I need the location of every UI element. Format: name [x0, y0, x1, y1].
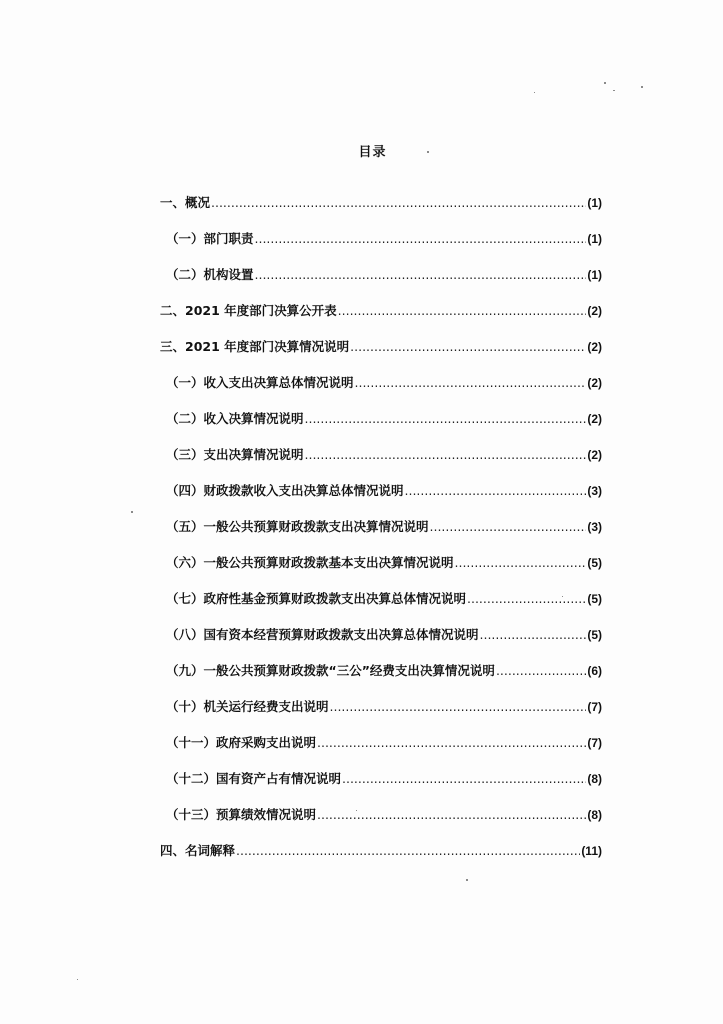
scan-speck	[613, 90, 615, 91]
toc-entry-page-number: (3)	[587, 484, 602, 498]
table-of-contents	[160, 193, 602, 877]
scan-speck	[604, 82, 606, 84]
toc-entry-label: （六）一般公共预算财政拨款基本支出决算情况说明	[166, 555, 454, 570]
toc-leader-dots	[255, 267, 587, 282]
toc-entry[interactable]	[160, 193, 602, 229]
toc-entry-label: 四、名词解释	[160, 843, 236, 858]
toc-entry-page-number: (3)	[587, 520, 602, 534]
toc-leader-dots	[305, 411, 587, 426]
toc-entry-page-number: (8)	[587, 808, 602, 822]
toc-entry-label: （八）国有资本经营预算财政拨款支出决算总体情况说明	[166, 627, 479, 642]
toc-entry[interactable]	[160, 229, 602, 265]
toc-entry[interactable]	[160, 409, 602, 445]
toc-entry-page-number: (1)	[587, 268, 602, 282]
toc-entry-label: （十二）国有资产占有情况说明	[166, 771, 342, 786]
toc-leader-dots	[350, 339, 586, 354]
scan-speck	[466, 879, 468, 881]
toc-entry-label: 三、2021 年度部门决算情况说明	[160, 339, 350, 354]
toc-entry[interactable]	[160, 481, 602, 517]
toc-entry-page-number: (2)	[587, 304, 602, 318]
scan-speck	[562, 596, 563, 597]
toc-entry-page-number: (5)	[587, 556, 602, 570]
toc-entry-page-number: (5)	[587, 592, 602, 606]
scan-speck	[641, 86, 643, 88]
toc-entry-label: （三）支出决算情况说明	[166, 447, 304, 462]
toc-entry-page-number: (11)	[581, 844, 602, 858]
toc-entry-label: （五）一般公共预算财政拨款支出决算情况说明	[166, 519, 429, 534]
scan-speck	[356, 810, 357, 811]
toc-entry-page-number: (5)	[587, 628, 602, 642]
toc-entry-label: （九）一般公共预算财政拨款“三公”经费支出决算情况说明	[166, 663, 495, 678]
toc-leader-dots	[317, 735, 586, 750]
toc-entry-label: （十三）预算绩效情况说明	[166, 807, 317, 822]
toc-entry[interactable]	[160, 625, 602, 661]
toc-entry-page-number: (2)	[587, 340, 602, 354]
toc-leader-dots	[338, 303, 587, 318]
toc-entry-label: 二、2021 年度部门决算公开表	[160, 303, 337, 318]
toc-entry-label: （二）收入决算情况说明	[166, 411, 304, 426]
scan-speck	[427, 151, 429, 153]
scan-speck	[77, 979, 78, 980]
toc-leader-dots	[342, 771, 586, 786]
toc-entry[interactable]	[160, 589, 602, 625]
toc-entry-label: （十）机关运行经费支出说明	[166, 699, 329, 714]
toc-leader-dots	[405, 483, 587, 498]
toc-leader-dots	[430, 519, 587, 534]
toc-entry[interactable]	[160, 301, 602, 337]
toc-leader-dots	[305, 447, 587, 462]
toc-entry[interactable]	[160, 769, 602, 805]
toc-leader-dots	[211, 195, 586, 210]
toc-entry-label: （四）财政拨款收入支出决算总体情况说明	[166, 483, 404, 498]
toc-entry-label: （一）部门职责	[166, 231, 254, 246]
toc-leader-dots	[317, 807, 586, 822]
toc-entry-label: （一）收入支出决算总体情况说明	[166, 375, 354, 390]
toc-entry-label: 一、概况	[160, 195, 211, 210]
toc-entry-label: （十一）政府采购支出说明	[166, 735, 317, 750]
toc-entry-page-number: (7)	[587, 736, 602, 750]
scan-speck	[534, 92, 535, 93]
toc-entry[interactable]	[160, 373, 602, 409]
toc-leader-dots	[496, 663, 586, 678]
toc-entry[interactable]	[160, 337, 602, 373]
toc-entry-page-number: (2)	[587, 448, 602, 462]
toc-leader-dots	[355, 375, 587, 390]
toc-entry-page-number: (1)	[587, 232, 602, 246]
toc-entry-label: （七）政府性基金预算财政拨款支出决算总体情况说明	[166, 591, 467, 606]
toc-entry-page-number: (7)	[587, 700, 602, 714]
toc-leader-dots	[455, 555, 587, 570]
toc-entry-label: （二）机构设置	[166, 267, 254, 282]
toc-entry[interactable]	[160, 697, 602, 733]
toc-entry[interactable]	[160, 841, 602, 877]
toc-entry[interactable]	[160, 265, 602, 301]
toc-leader-dots	[467, 591, 586, 606]
toc-entry[interactable]	[160, 517, 602, 553]
toc-leader-dots	[480, 627, 587, 642]
scan-speck	[131, 511, 133, 513]
toc-entry[interactable]	[160, 553, 602, 589]
toc-entry-page-number: (2)	[587, 376, 602, 390]
toc-entry-page-number: (8)	[587, 772, 602, 786]
toc-entry[interactable]	[160, 805, 602, 841]
toc-entry-page-number: (2)	[587, 412, 602, 426]
toc-entry[interactable]	[160, 445, 602, 481]
toc-leader-dots	[330, 699, 587, 714]
toc-leader-dots	[236, 843, 580, 858]
toc-entry-page-number: (1)	[587, 196, 602, 210]
page-title: 目录	[358, 145, 387, 160]
toc-entry[interactable]	[160, 733, 602, 769]
toc-leader-dots	[255, 231, 587, 246]
toc-entry-page-number: (6)	[587, 664, 602, 678]
toc-entry[interactable]	[160, 661, 602, 697]
